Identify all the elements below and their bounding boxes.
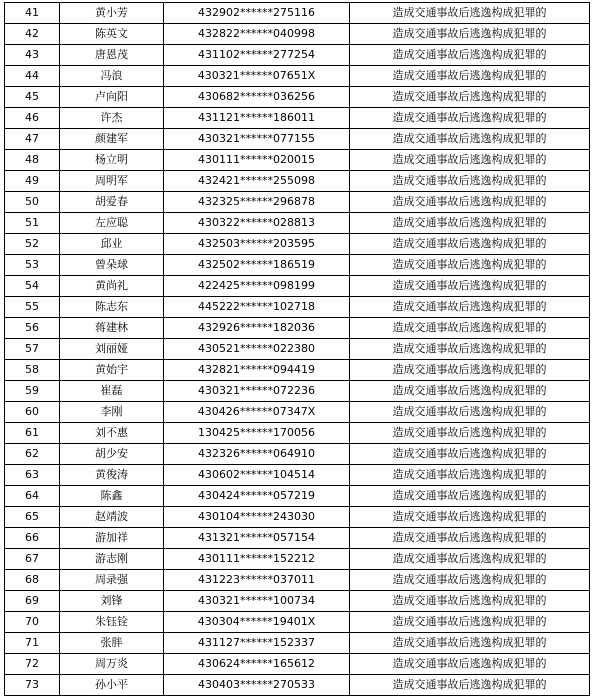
table-row — [5, 24, 590, 45]
table-body — [5, 3, 590, 696]
name-cell: 李刚 — [60, 402, 164, 423]
table-row — [5, 570, 590, 591]
id-number-cell: 430602******104514 — [164, 465, 350, 486]
row-number-cell: 60 — [5, 402, 60, 423]
name-cell: 周录强 — [60, 570, 164, 591]
name-cell: 朱钰铨 — [60, 612, 164, 633]
id-number-cell: 431102******277254 — [164, 45, 350, 66]
reason-cell: 造成交通事故后逃逸构成犯罪的 — [350, 591, 590, 612]
row-number-cell: 56 — [5, 318, 60, 339]
name-cell: 黄小芳 — [60, 3, 164, 24]
row-number-cell: 50 — [5, 192, 60, 213]
id-number-cell: 431223******037011 — [164, 570, 350, 591]
reason-cell: 造成交通事故后逃逸构成犯罪的 — [350, 234, 590, 255]
id-number-cell: 432326******064910 — [164, 444, 350, 465]
row-number-cell: 45 — [5, 87, 60, 108]
table-row — [5, 423, 590, 444]
table-row — [5, 171, 590, 192]
table-row — [5, 150, 590, 171]
id-number-cell: 430111******020015 — [164, 150, 350, 171]
id-number-cell: 430321******072236 — [164, 381, 350, 402]
name-cell: 赵靖波 — [60, 507, 164, 528]
row-number-cell: 48 — [5, 150, 60, 171]
reason-cell: 造成交通事故后逃逸构成犯罪的 — [350, 528, 590, 549]
table-row — [5, 465, 590, 486]
table-row — [5, 234, 590, 255]
id-number-cell: 430426******07347X — [164, 402, 350, 423]
name-cell: 周万炎 — [60, 654, 164, 675]
row-number-cell: 63 — [5, 465, 60, 486]
name-cell: 崔磊 — [60, 381, 164, 402]
reason-cell: 造成交通事故后逃逸构成犯罪的 — [350, 402, 590, 423]
reason-cell: 造成交通事故后逃逸构成犯罪的 — [350, 297, 590, 318]
row-number-cell: 67 — [5, 549, 60, 570]
reason-cell: 造成交通事故后逃逸构成犯罪的 — [350, 171, 590, 192]
row-number-cell: 72 — [5, 654, 60, 675]
name-cell: 唐恩茂 — [60, 45, 164, 66]
id-number-cell: 432502******186519 — [164, 255, 350, 276]
id-number-cell: 430403******270533 — [164, 675, 350, 696]
row-number-cell: 64 — [5, 486, 60, 507]
row-number-cell: 54 — [5, 276, 60, 297]
row-number-cell: 43 — [5, 45, 60, 66]
name-cell: 黄尚礼 — [60, 276, 164, 297]
table-row — [5, 381, 590, 402]
name-cell: 张胖 — [60, 633, 164, 654]
id-number-cell: 432421******255098 — [164, 171, 350, 192]
name-cell: 游加祥 — [60, 528, 164, 549]
table-row — [5, 192, 590, 213]
name-cell: 蒋建林 — [60, 318, 164, 339]
table-row — [5, 276, 590, 297]
row-number-cell: 66 — [5, 528, 60, 549]
table-row — [5, 591, 590, 612]
id-number-cell: 430321******07651X — [164, 66, 350, 87]
id-number-cell: 430682******036256 — [164, 87, 350, 108]
row-number-cell: 62 — [5, 444, 60, 465]
reason-cell: 造成交通事故后逃逸构成犯罪的 — [350, 3, 590, 24]
table-row — [5, 108, 590, 129]
reason-cell: 造成交通事故后逃逸构成犯罪的 — [350, 465, 590, 486]
row-number-cell: 61 — [5, 423, 60, 444]
row-number-cell: 73 — [5, 675, 60, 696]
name-cell: 刘锋 — [60, 591, 164, 612]
reason-cell: 造成交通事故后逃逸构成犯罪的 — [350, 444, 590, 465]
id-number-cell: 430322******028813 — [164, 213, 350, 234]
table-row — [5, 213, 590, 234]
id-number-cell: 430321******100734 — [164, 591, 350, 612]
row-number-cell: 68 — [5, 570, 60, 591]
name-cell: 陈鑫 — [60, 486, 164, 507]
name-cell: 黄俊涛 — [60, 465, 164, 486]
id-number-cell: 445222******102718 — [164, 297, 350, 318]
id-number-cell: 432822******040998 — [164, 24, 350, 45]
id-number-cell: 432821******094419 — [164, 360, 350, 381]
row-number-cell: 69 — [5, 591, 60, 612]
reason-cell: 造成交通事故后逃逸构成犯罪的 — [350, 276, 590, 297]
reason-cell: 造成交通事故后逃逸构成犯罪的 — [350, 129, 590, 150]
table-row — [5, 486, 590, 507]
reason-cell: 造成交通事故后逃逸构成犯罪的 — [350, 612, 590, 633]
table-row — [5, 87, 590, 108]
table-row — [5, 528, 590, 549]
name-cell: 曾朵球 — [60, 255, 164, 276]
row-number-cell: 51 — [5, 213, 60, 234]
row-number-cell: 59 — [5, 381, 60, 402]
reason-cell: 造成交通事故后逃逸构成犯罪的 — [350, 45, 590, 66]
name-cell: 孙小平 — [60, 675, 164, 696]
name-cell: 刘不惠 — [60, 423, 164, 444]
table-row — [5, 549, 590, 570]
id-number-cell: 430424******057219 — [164, 486, 350, 507]
name-cell: 胡爱春 — [60, 192, 164, 213]
reason-cell: 造成交通事故后逃逸构成犯罪的 — [350, 87, 590, 108]
row-number-cell: 52 — [5, 234, 60, 255]
id-number-cell: 432902******275116 — [164, 3, 350, 24]
table-row — [5, 66, 590, 87]
reason-cell: 造成交通事故后逃逸构成犯罪的 — [350, 654, 590, 675]
reason-cell: 造成交通事故后逃逸构成犯罪的 — [350, 486, 590, 507]
row-number-cell: 65 — [5, 507, 60, 528]
name-cell: 左应聪 — [60, 213, 164, 234]
table-row — [5, 255, 590, 276]
name-cell: 杨立明 — [60, 150, 164, 171]
reason-cell: 造成交通事故后逃逸构成犯罪的 — [350, 108, 590, 129]
row-number-cell: 41 — [5, 3, 60, 24]
row-number-cell: 44 — [5, 66, 60, 87]
id-number-cell: 130425******170056 — [164, 423, 350, 444]
reason-cell: 造成交通事故后逃逸构成犯罪的 — [350, 675, 590, 696]
name-cell: 游志刚 — [60, 549, 164, 570]
table-row — [5, 318, 590, 339]
table-row — [5, 444, 590, 465]
row-number-cell: 42 — [5, 24, 60, 45]
row-number-cell: 46 — [5, 108, 60, 129]
reason-cell: 造成交通事故后逃逸构成犯罪的 — [350, 213, 590, 234]
reason-cell: 造成交通事故后逃逸构成犯罪的 — [350, 570, 590, 591]
id-number-cell: 430304******19401X — [164, 612, 350, 633]
name-cell: 黄始宇 — [60, 360, 164, 381]
row-number-cell: 71 — [5, 633, 60, 654]
row-number-cell: 49 — [5, 171, 60, 192]
table-row — [5, 129, 590, 150]
id-number-cell: 431321******057154 — [164, 528, 350, 549]
name-cell: 邱业 — [60, 234, 164, 255]
reason-cell: 造成交通事故后逃逸构成犯罪的 — [350, 150, 590, 171]
table-row — [5, 675, 590, 696]
table-row — [5, 360, 590, 381]
name-cell: 卢向阳 — [60, 87, 164, 108]
row-number-cell: 57 — [5, 339, 60, 360]
id-number-cell: 430111******152212 — [164, 549, 350, 570]
table-row — [5, 654, 590, 675]
table-row — [5, 297, 590, 318]
reason-cell: 造成交通事故后逃逸构成犯罪的 — [350, 24, 590, 45]
id-number-cell: 432503******203595 — [164, 234, 350, 255]
row-number-cell: 53 — [5, 255, 60, 276]
table-row — [5, 507, 590, 528]
table-row — [5, 339, 590, 360]
id-number-cell: 431127******152337 — [164, 633, 350, 654]
reason-cell: 造成交通事故后逃逸构成犯罪的 — [350, 318, 590, 339]
id-number-cell: 432325******296878 — [164, 192, 350, 213]
offender-table — [4, 2, 590, 696]
row-number-cell: 70 — [5, 612, 60, 633]
name-cell: 周明军 — [60, 171, 164, 192]
name-cell: 陈志东 — [60, 297, 164, 318]
reason-cell: 造成交通事故后逃逸构成犯罪的 — [350, 360, 590, 381]
reason-cell: 造成交通事故后逃逸构成犯罪的 — [350, 339, 590, 360]
name-cell: 陈英文 — [60, 24, 164, 45]
reason-cell: 造成交通事故后逃逸构成犯罪的 — [350, 507, 590, 528]
id-number-cell: 422425******098199 — [164, 276, 350, 297]
reason-cell: 造成交通事故后逃逸构成犯罪的 — [350, 423, 590, 444]
row-number-cell: 58 — [5, 360, 60, 381]
row-number-cell: 47 — [5, 129, 60, 150]
reason-cell: 造成交通事故后逃逸构成犯罪的 — [350, 255, 590, 276]
id-number-cell: 430624******165612 — [164, 654, 350, 675]
id-number-cell: 430521******022380 — [164, 339, 350, 360]
table-row — [5, 402, 590, 423]
name-cell: 颜建军 — [60, 129, 164, 150]
id-number-cell: 430321******077155 — [164, 129, 350, 150]
row-number-cell: 55 — [5, 297, 60, 318]
table-row — [5, 612, 590, 633]
name-cell: 冯浪 — [60, 66, 164, 87]
id-number-cell: 431121******186011 — [164, 108, 350, 129]
reason-cell: 造成交通事故后逃逸构成犯罪的 — [350, 66, 590, 87]
name-cell: 刘丽娅 — [60, 339, 164, 360]
name-cell: 胡少安 — [60, 444, 164, 465]
name-cell: 许杰 — [60, 108, 164, 129]
reason-cell: 造成交通事故后逃逸构成犯罪的 — [350, 192, 590, 213]
reason-cell: 造成交通事故后逃逸构成犯罪的 — [350, 633, 590, 654]
id-number-cell: 432926******182036 — [164, 318, 350, 339]
table-row — [5, 3, 590, 24]
id-number-cell: 430104******243030 — [164, 507, 350, 528]
reason-cell: 造成交通事故后逃逸构成犯罪的 — [350, 549, 590, 570]
table-row — [5, 633, 590, 654]
reason-cell: 造成交通事故后逃逸构成犯罪的 — [350, 381, 590, 402]
table-row — [5, 45, 590, 66]
